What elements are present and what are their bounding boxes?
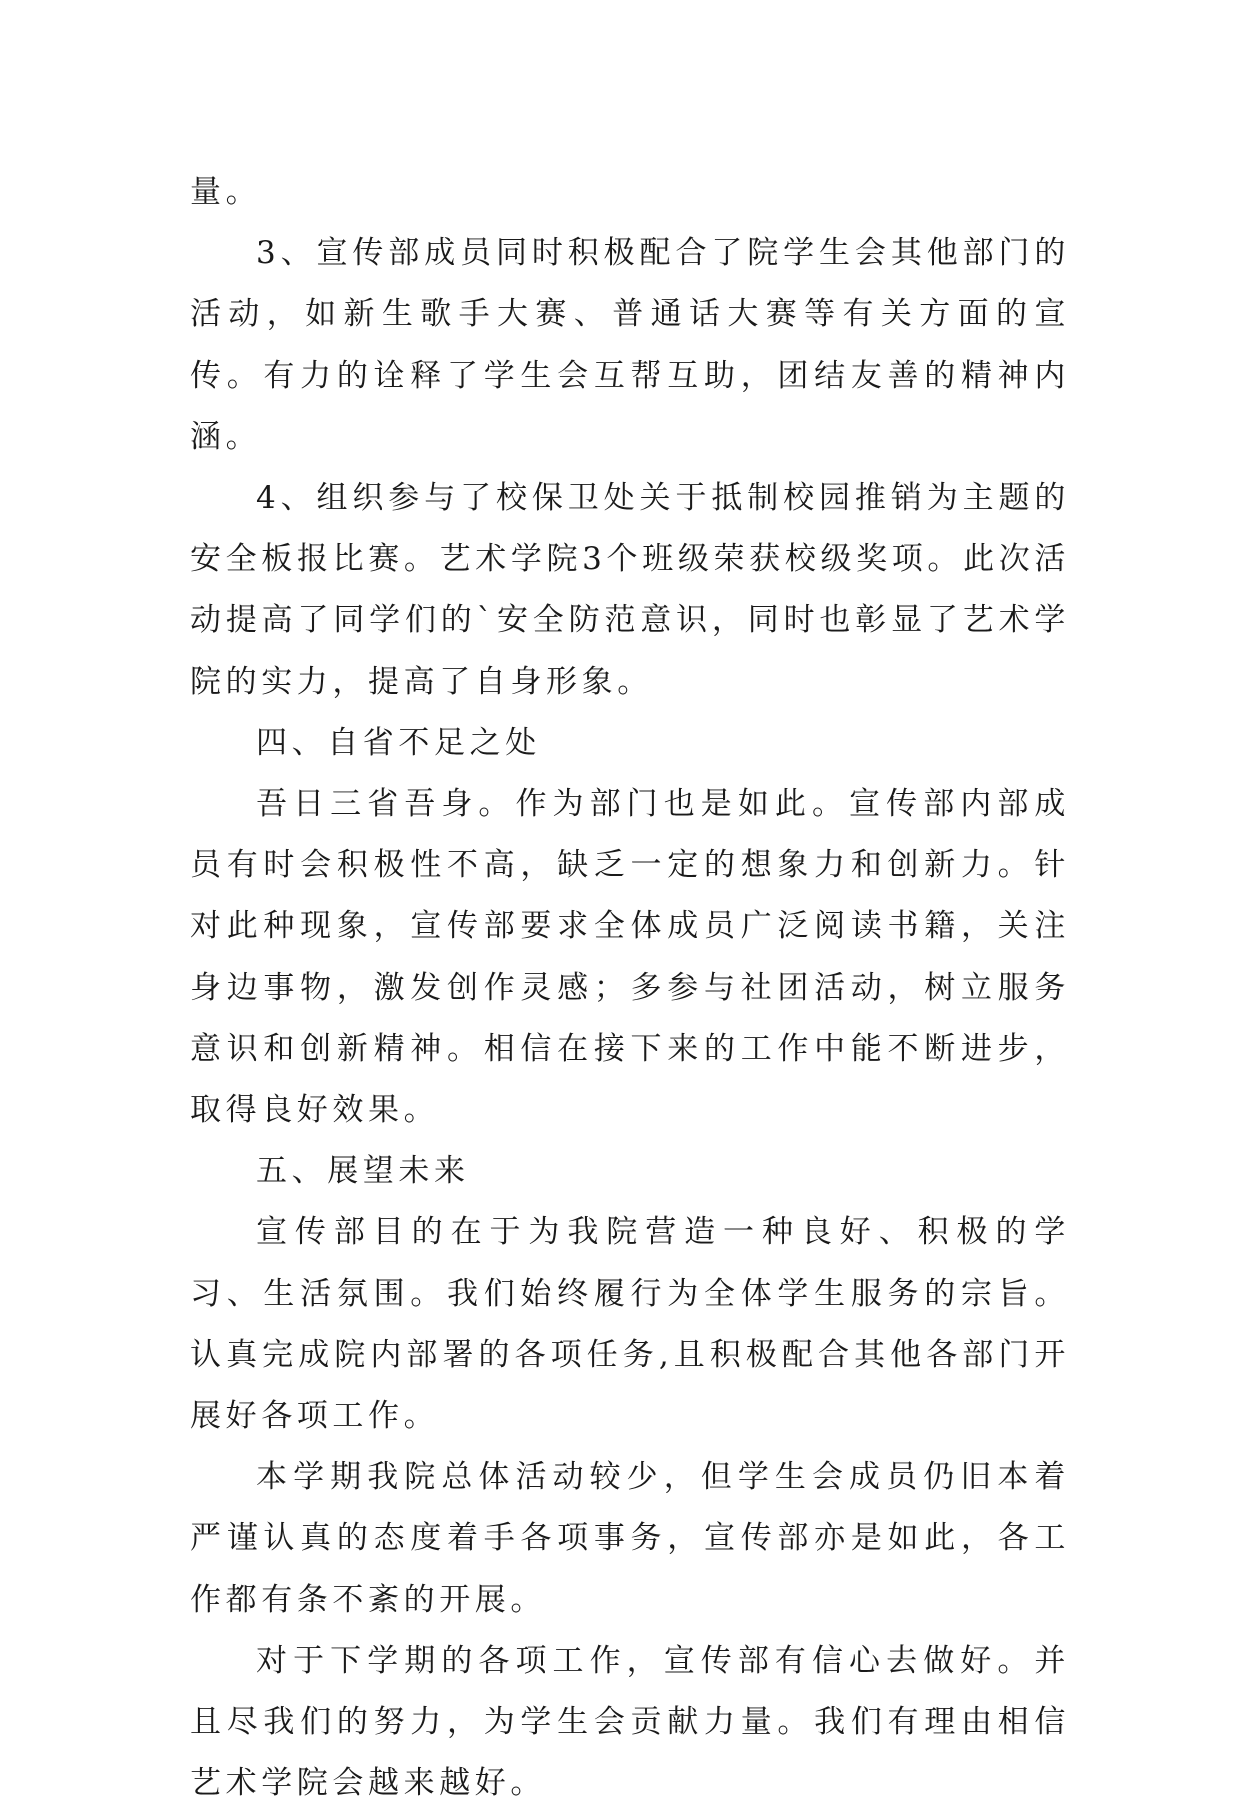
- section-heading-4: 四、自省不足之处: [256, 724, 541, 761]
- paragraph-outlook: 对于下学期的各项工作，宣传部有信心去做好。并且尽我们的努力，为学生会贡献力量。我们有理由相信艺术学院会越来越好。: [190, 1642, 1070, 1802]
- section-heading-5: 五、展望未来: [256, 1153, 470, 1190]
- paragraph-semester-summary: 本学期我院总体活动较少，但学生会成员仍旧本着严谨认真的态度着手各项事务，宣传部亦是如此，各工作都有条不紊的开展。: [190, 1459, 1070, 1618]
- paragraph-self-reflection: 吾日三省吾身。作为部门也是如此。宣传部内部成员有时会积极性不高，缺乏一定的想象力和创新力。针对此种现象，宣传部要求全体成员广泛阅读书籍，关注身边事物，激发创作灵感；多参与社团活动，树立服务意识和创新精神。相信在接下来的工作中能不断进步，取得良好效果。: [190, 786, 1070, 1129]
- paragraph-item-4: 4、组织参与了校保卫处关于抵制校园推销为主题的安全板报比赛。艺术学院3个班级荣获校级奖项。此次活动提高了同学们的`安全防范意识，同时也彰显了艺术学院的实力，提高了自身形象。: [190, 480, 1070, 700]
- paragraph-purpose: 宣传部目的在于为我院营造一种良好、积极的学习、生活氛围。我们始终履行为全体学生服务的宗旨。认真完成院内部署的各项任务,且积极配合其他各部门开展好各项工作。: [190, 1214, 1070, 1435]
- paragraph-item-3: 3、宣传部成员同时积极配合了院学生会其他部门的活动，如新生歌手大赛、普通话大赛等有关方面的宣传。有力的诠释了学生会互帮互助，团结友善的精神内涵。: [190, 235, 1070, 455]
- paragraph-continuation: 量。: [190, 174, 262, 210]
- document-body: [190, 162, 1070, 1814]
